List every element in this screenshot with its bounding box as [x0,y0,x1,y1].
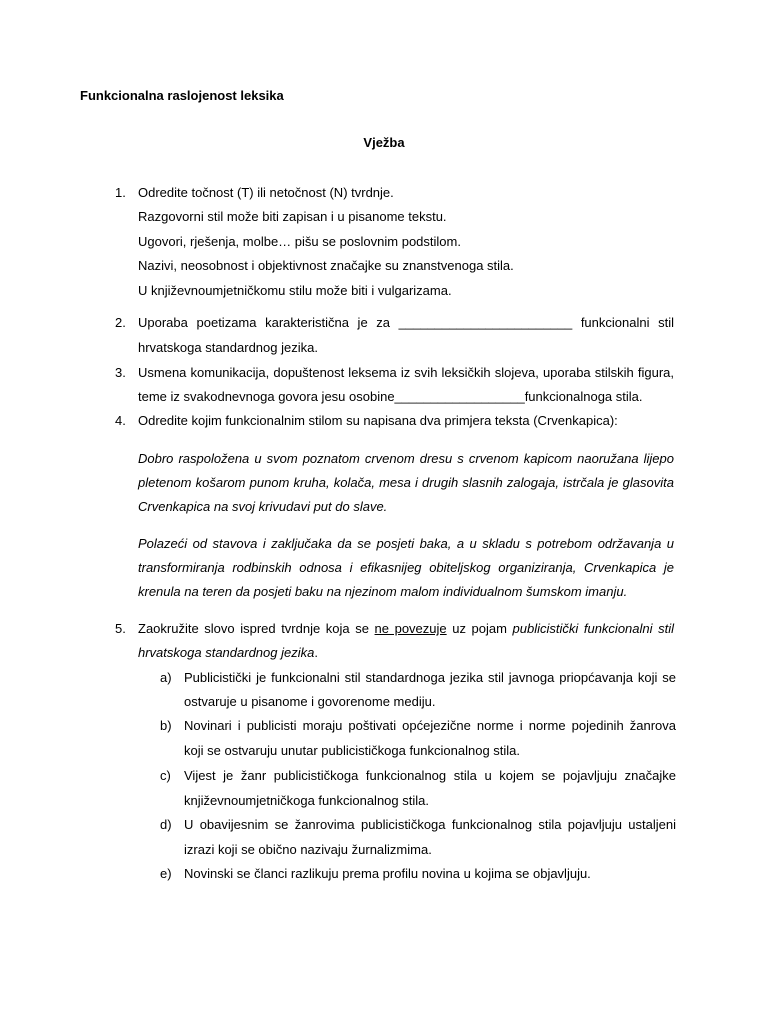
option-a-text: ostvaruje u pisanome i govorenome mediju. [184,694,436,709]
question-5-prompt-text: Zaokružite slovo ispred tvrdnje koja se [138,621,375,636]
question-4-number: 4. [115,413,126,428]
question-2-line: hrvatskoga standardnog jezika. [138,340,318,355]
option-c-letter[interactable]: c) [160,768,171,783]
option-d-text: izrazi koji se obično nazivaju žurnalizmima. [184,842,432,857]
question-5-prompt-text: . [314,645,318,660]
option-b-text: koji se ostvaruju unutar publicističkoga funkcionalnog stila. [184,743,521,758]
question-3-line: teme iz svakodnevnoga govora jesu osobine__________________funkcionalnoga stila. [138,389,643,404]
question-1-statement: Nazivi, neosobnost i objektivnost značajke su znanstvenoga stila. [138,258,514,273]
question-1-prompt: Odredite točnost (T) ili netočnost (N) tvrdnje. [138,185,394,200]
exercise-heading: Vježba [363,135,405,150]
question-2-line: Uporaba poetizama karakteristična je za ________________________ funkcionalni stil [138,315,674,330]
example-text-1-line: Dobro raspoložena u svom poznatom crvenom dresu s crvenom kapicom naoružana lijepo [138,451,674,466]
option-b-letter[interactable]: b) [160,718,172,733]
question-5-italic-term: hrvatskoga standardnog jezika [138,645,315,660]
option-d-text: U obavijesnim se žanrovima publicističkoga funkcionalnog stila pojavljuju ustaljeni [184,817,676,832]
option-c-text: Vijest je žanr publicističkoga funkcionalnog stila u kojem se pojavljuju značajke [184,768,676,783]
question-5-italic-term: publicistički funkcionalni stil [512,621,674,636]
question-1-statement: U književnoumjetničkomu stilu može biti i vulgarizama. [138,283,452,298]
option-e-text: Novinski se članci razlikuju prema profilu novina u kojima se objavljuju. [184,866,591,881]
document-title: Funkcionalna raslojenost leksika [80,88,284,103]
option-e-letter[interactable]: e) [160,866,172,881]
example-text-1-line: pletenom košarom punom kruha, kolača, mesa i drugih slasnih zalogaja, istrčala je glasovita [138,475,674,490]
example-text-2-line: krenula na teren da posjeti baku na njezinom malom individualnom šumskom imanju. [138,584,628,599]
question-2-number: 2. [115,315,126,330]
question-1-statement: Ugovori, rješenja, molbe… pišu se poslovnim podstilom. [138,234,461,249]
question-5-number: 5. [115,621,126,636]
question-3-number: 3. [115,365,126,380]
option-d-letter[interactable]: d) [160,817,172,832]
question-5-prompt-text: uz pojam [446,621,513,636]
question-5-underlined-phrase: ne povezuje [374,621,447,636]
example-text-2-line: transformiranja rodbinskih odnosa i efikasnijeg obiteljskog organiziranja, Crvenkapica je [138,560,674,575]
question-5-prompt-line-2 [138,645,318,660]
example-text-2-line: Polazeći od stavova i zaključaka da se posjeti baka, a u skladu s potrebom održavanja u [138,536,674,551]
option-c-text: književnoumjetničkoga funkcionalnog stila. [184,793,429,808]
question-5-prompt [138,621,674,636]
option-b-text: Novinari i publicisti moraju poštivati općejezične norme i norme pojedinih žanrova [184,718,676,733]
question-3-line: Usmena komunikacija, dopuštenost leksema iz svih leksičkih slojeva, uporaba stilskih figura, [138,365,674,380]
question-1-statement: Razgovorni stil može biti zapisan i u pisanome tekstu. [138,209,447,224]
question-1-number: 1. [115,185,126,200]
option-a-text: Publicistički je funkcionalni stil standardnoga jezika stil javnoga priopćavanja koji se [184,670,676,685]
example-text-1-line: Crvenkapica na svoj krivudavi put do slave. [138,499,388,514]
option-a-letter[interactable]: a) [160,670,172,685]
question-4-prompt: Odredite kojim funkcionalnim stilom su napisana dva primjera teksta (Crvenkapica): [138,413,618,428]
